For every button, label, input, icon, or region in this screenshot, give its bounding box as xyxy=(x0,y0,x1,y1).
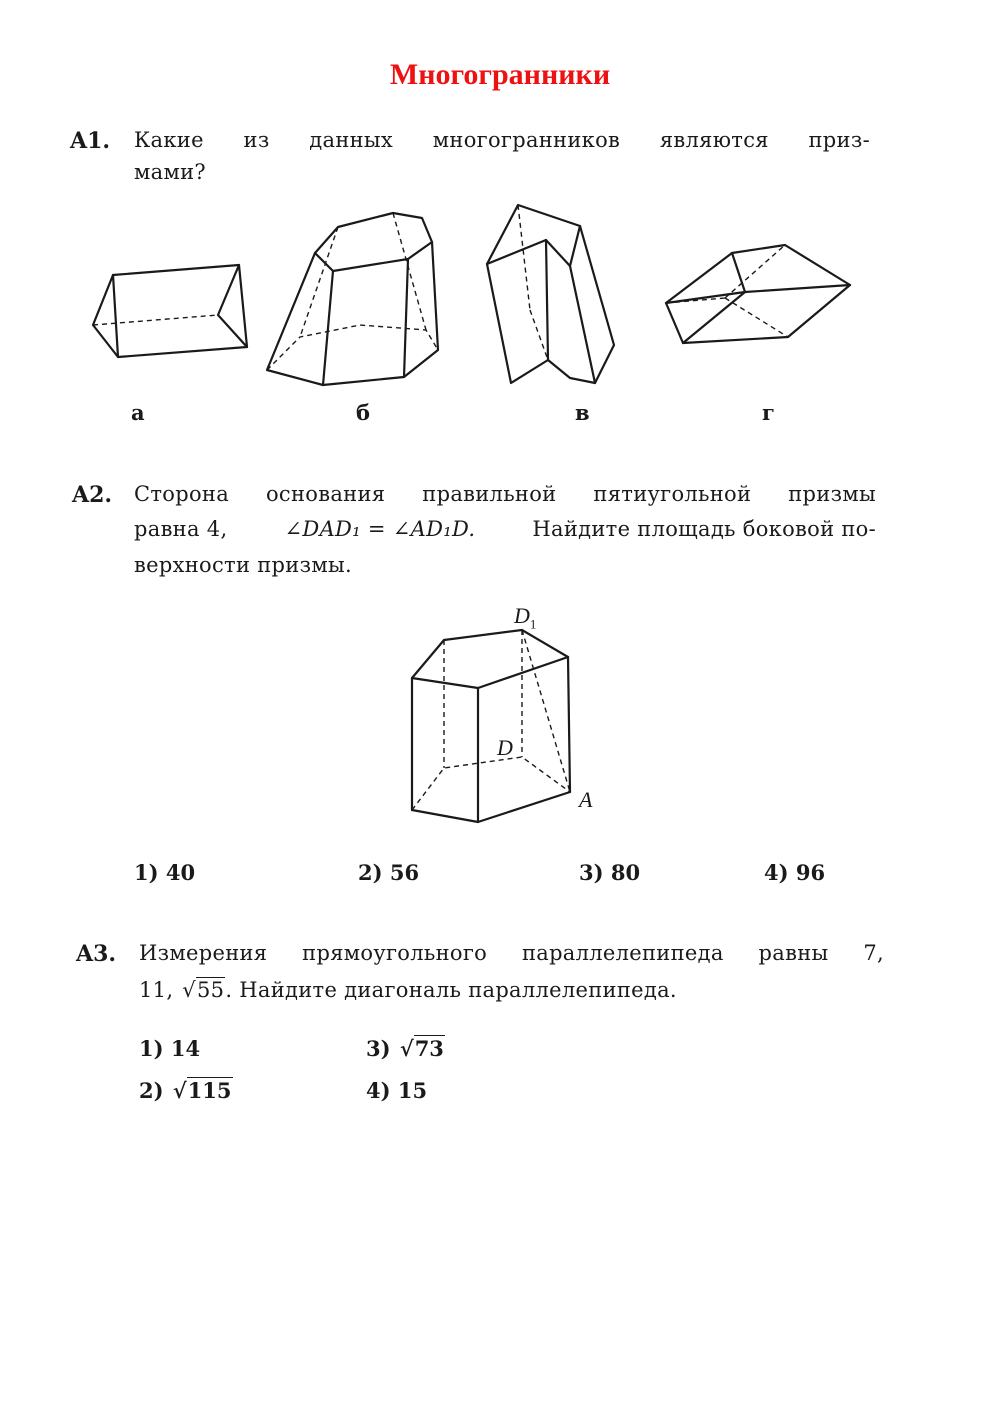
question-a3-line1: Измерения прямоугольного параллелепипеда равны 7, xyxy=(139,941,884,965)
question-a3-label: A3. xyxy=(76,941,117,967)
a2-option-1: 1) 40 xyxy=(134,860,196,885)
a3-option-4: 4) 15 xyxy=(366,1078,428,1103)
point-d-label: D xyxy=(497,735,513,760)
question-a2-line2-start: равна 4, xyxy=(134,517,228,541)
angle-formula: ∠DAD₁ = ∠AD₁D. xyxy=(284,517,476,541)
question-a1-label: A1. xyxy=(70,128,111,154)
a2-option-4: 4) 96 xyxy=(764,860,826,885)
question-a3-line2: 11, √55. Найдите диагональ параллелепипеда. xyxy=(139,978,677,1002)
figure-caption-g: г xyxy=(762,400,775,425)
question-a1-line1: Какие из данных многогранников являются приз- xyxy=(134,128,870,152)
a2-option-2: 2) 56 xyxy=(358,860,420,885)
a2-option-3: 3) 80 xyxy=(579,860,641,885)
figure-caption-v: в xyxy=(575,400,590,425)
figure-caption-a: а xyxy=(131,400,145,425)
point-d1-label: $D_1$ xyxy=(514,603,537,632)
question-a2-line1: Сторона основания правильной пятиугольной призмы xyxy=(134,482,876,506)
sqrt-115: √115 xyxy=(172,1078,232,1103)
question-a2-label: A2. xyxy=(72,482,113,508)
question-a1-line2: мами? xyxy=(134,160,206,184)
sqrt-55: √55 xyxy=(182,978,225,1002)
a3-option-2: 2) √115 xyxy=(139,1078,232,1103)
sqrt-73: √73 xyxy=(399,1036,444,1061)
question-a2-line3: верхности призмы. xyxy=(134,553,352,577)
page-title: Многогранники xyxy=(389,58,611,91)
figure-caption-b: б xyxy=(356,400,371,425)
a3-option-3: 3) √73 xyxy=(366,1036,444,1061)
question-a2-line2-end: Найдите площадь боковой по- xyxy=(532,517,876,541)
point-a-label: A xyxy=(579,787,593,812)
a3-option-1: 1) 14 xyxy=(139,1036,201,1061)
